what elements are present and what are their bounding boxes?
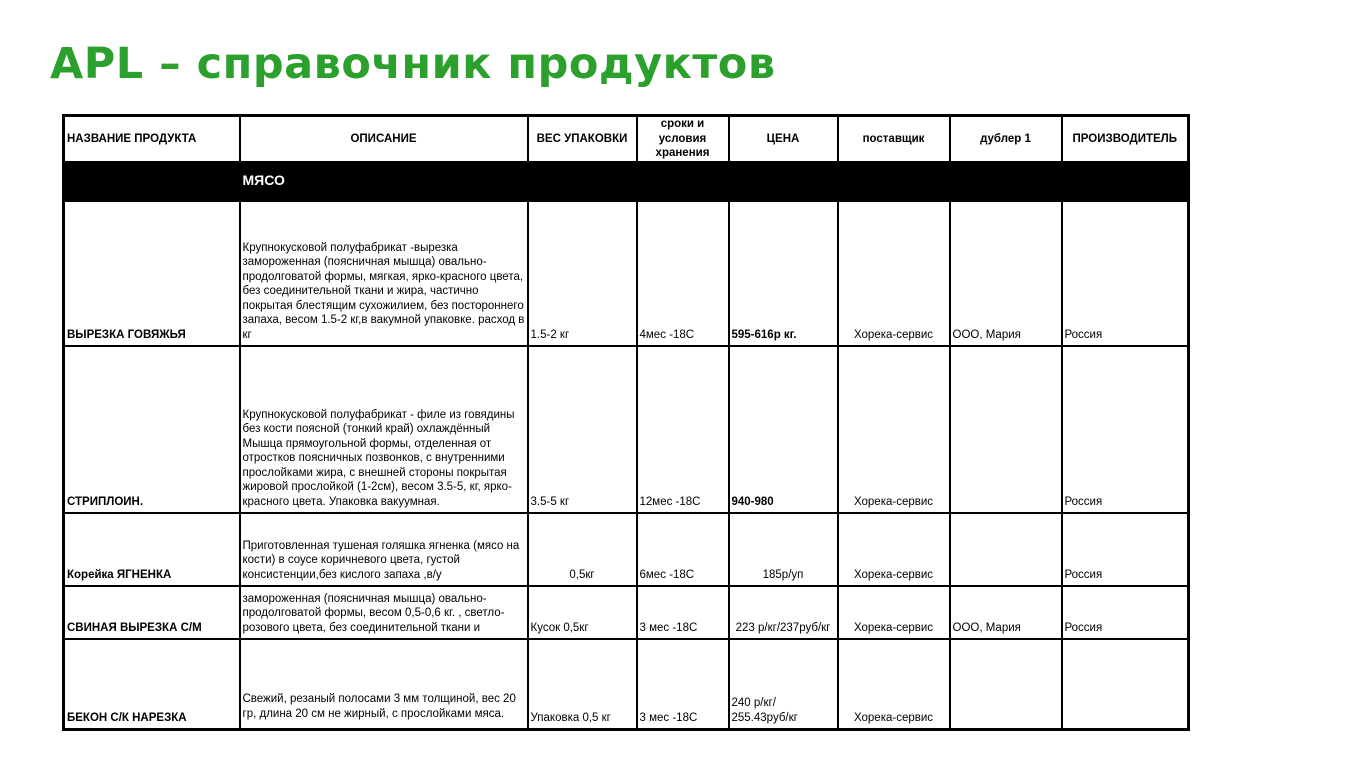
section-spacer: [64, 162, 240, 201]
table-row: [64, 346, 1189, 513]
product-supplier: Хорека-сервис: [838, 513, 950, 586]
table-row: [64, 513, 1189, 586]
product-name: СТРИПЛОИН.: [64, 346, 240, 513]
column-header-storage: сроки и условия хранения: [637, 116, 729, 163]
product-price: 223 р/кг/237руб/кг: [729, 586, 838, 639]
product-producer: Россия: [1062, 586, 1189, 639]
column-header-price: ЦЕНА: [729, 116, 838, 163]
product-weight: 3.5-5 кг: [528, 346, 637, 513]
table-row: [64, 639, 1189, 730]
column-header-backup: дублер 1: [950, 116, 1062, 163]
product-description: замороженная (поясничная мышца) овально-продолговатой формы, весом 0,5-0,6 кг. , светло-розового цвета, без соединительной ткани и: [240, 586, 528, 639]
table-row: [64, 586, 1189, 639]
page-title: APL – справочник продуктов: [50, 39, 776, 89]
table-row: [64, 201, 1189, 346]
product-storage: 4мес -18С: [637, 201, 729, 346]
product-name: СВИНАЯ ВЫРЕЗКА С/М: [64, 586, 240, 639]
product-producer: Россия: [1062, 201, 1189, 346]
column-header-producer: ПРОИЗВОДИТЕЛЬ: [1062, 116, 1189, 163]
product-backup: ООО, Мария: [950, 586, 1062, 639]
product-description: Крупнокусковой полуфабрикат - филе из говядины без кости поясной (тонкий край) охлаждённый Мышца прямоугольной формы, отделенная от отростков поясничных позвонков, с внутренними прослойками жира, с внешней стороны покрытая жировой прослойкой (1-2см), весом 3.5-5, кг, ярко-красного цвета. Упаковка вакуумная.: [240, 346, 528, 513]
product-description: Приготовленная тушеная голяшка ягненка (мясо на кости) в соусе коричневого цвета, густой консистенции,без кислого запаха ,в/у: [240, 513, 528, 586]
product-description: Свежий, резаный полосами 3 мм толщиной, вес 20 гр, длина 20 см не жирный, с прослойками мяса.: [240, 639, 528, 730]
product-supplier: Хорека-сервис: [838, 586, 950, 639]
product-price: 595-616р кг.: [729, 201, 838, 346]
table-header-row: [64, 116, 1189, 163]
product-weight: Упаковка 0,5 кг: [528, 639, 637, 730]
product-supplier: Хорека-сервис: [838, 346, 950, 513]
column-header-weight: ВЕС УПАКОВКИ: [528, 116, 637, 163]
product-storage: 3 мес -18С: [637, 586, 729, 639]
section-cell: [729, 162, 838, 201]
product-weight: 0,5кг: [528, 513, 637, 586]
product-producer: Россия: [1062, 513, 1189, 586]
product-producer: [1062, 639, 1189, 730]
section-label: МЯСО: [240, 162, 528, 201]
section-cell: [838, 162, 950, 201]
column-header-name: НАЗВАНИЕ ПРОДУКТА: [64, 116, 240, 163]
product-backup: ООО, Мария: [950, 201, 1062, 346]
product-table: [62, 114, 1190, 731]
product-producer: Россия: [1062, 346, 1189, 513]
product-supplier: Хорека-сервис: [838, 639, 950, 730]
product-storage: 12мес -18С: [637, 346, 729, 513]
product-backup: [950, 639, 1062, 730]
column-header-description: ОПИСАНИЕ: [240, 116, 528, 163]
product-weight: Кусок 0,5кг: [528, 586, 637, 639]
product-description: Крупнокусковой полуфабрикат -вырезка замороженная (поясничная мышца) овально-продолговатой формы, мягкая, ярко-красного цвета, без соединительной ткани и жира, частично покрытая блестящим сухожилием, без постороннего запаха, весом 1.5-2 кг,в вакумной упаковке. расход в кг: [240, 201, 528, 346]
product-name: Корейка ЯГНЕНКА: [64, 513, 240, 586]
product-backup: [950, 346, 1062, 513]
section-cell: [950, 162, 1062, 201]
section-cell: [528, 162, 637, 201]
product-weight: 1.5-2 кг: [528, 201, 637, 346]
column-header-supplier: поставщик: [838, 116, 950, 163]
product-supplier: Хорека-сервис: [838, 201, 950, 346]
product-storage: 6мес -18С: [637, 513, 729, 586]
product-name: ВЫРЕЗКА ГОВЯЖЬЯ: [64, 201, 240, 346]
product-price: 185р/уп: [729, 513, 838, 586]
product-price: 240 р/кг/ 255.43руб/кг: [729, 639, 838, 730]
section-cell: [1062, 162, 1189, 201]
section-row: [64, 162, 1189, 201]
product-name: БЕКОН С/К НАРЕЗКА: [64, 639, 240, 730]
product-price: 940-980: [729, 346, 838, 513]
product-storage: 3 мес -18С: [637, 639, 729, 730]
product-backup: [950, 513, 1062, 586]
section-cell: [637, 162, 729, 201]
